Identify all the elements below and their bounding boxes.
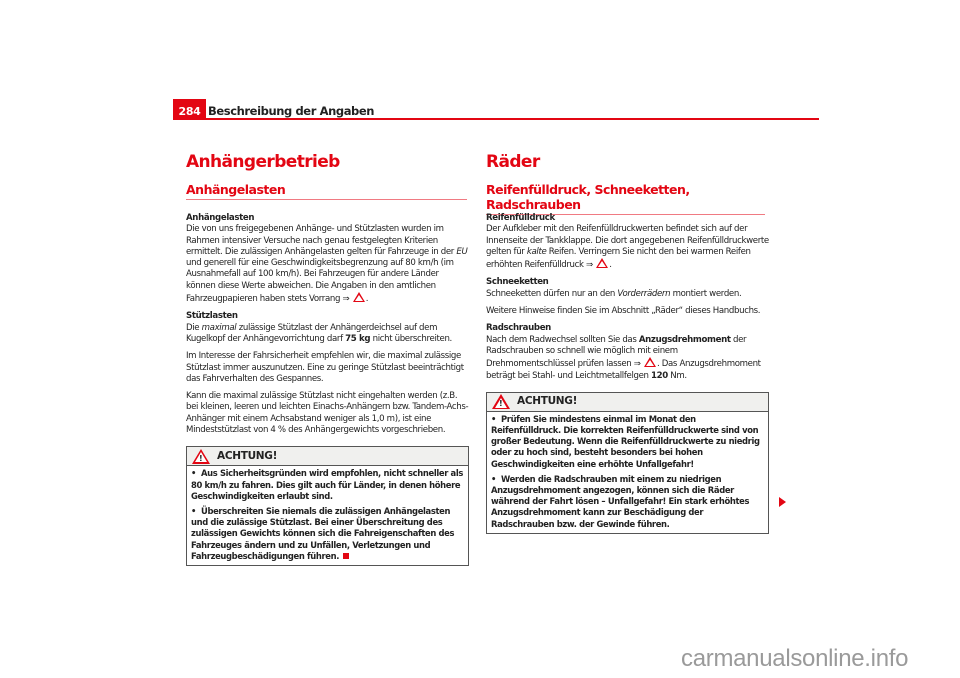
warning-triangle-icon xyxy=(492,394,510,409)
paragraph-reifenfuelldruck: Der Aufkleber mit den Reifenfülldruckwerten befindet sich auf der Innenseite der Tankklappe. Die dort angegebenen Reifenfülldruckwerte gelten für kalte Reifen. Verringern Sie nicht den bei warmen Reifen erhöhten Reifenfülldruck ⇒ . xyxy=(486,224,769,271)
page-number: 284 xyxy=(173,99,206,120)
header-rule xyxy=(206,118,819,120)
warning-label: ACHTUNG! xyxy=(217,449,278,462)
warning-box-left xyxy=(186,446,469,566)
warning-triangle-icon xyxy=(192,449,210,464)
chapter-title-raeder: Räder xyxy=(486,152,540,172)
continue-arrow-icon[interactable] xyxy=(779,497,786,507)
warning-body xyxy=(487,412,768,533)
paragraph-anhaengelasten: Die von uns freigegebenen Anhänge- und Stützlasten wurden im Rahmen intensiver Versuche nach genau festgelegten Kriterien ermittelt. Die zulässigen Anhängelasten gelten für Fahrzeuge in der EU und generell für eine Geschwindigkeitsbegrenzung auf 80 km/h (im Ausnahmefall auf 100 km/h). Bei Fahrzeugen für andere Länder können diese Werte abweichen. Die Angaben in den amtlichen Fahrzeugpapieren haben stets Vorrang ⇒ . xyxy=(186,224,468,305)
subheading-anhaengelasten: Anhängelasten xyxy=(186,213,255,223)
warning-label: ACHTUNG! xyxy=(517,395,578,408)
subheading-reifenfuelldruck: Reifenfülldruck xyxy=(486,213,555,223)
chapter-title-anhaengerbetrieb: Anhängerbetrieb xyxy=(186,152,340,172)
warning-item: • Aus Sicherheitsgründen wird empfohlen, nicht schneller als 80 km/h zu fahren. Dies gilt auch für Länder, in denen höhere Geschwindigkeiten erlaubt sind. xyxy=(191,468,464,501)
subheading-stuetzlasten: Stützlasten xyxy=(186,311,238,322)
watermark: carmanualsonline.info xyxy=(681,645,909,672)
section-title-anhaengelasten: Anhängelasten xyxy=(186,182,467,200)
section-end-marker-icon xyxy=(343,553,349,559)
paragraph-hinweis: Weitere Hinweise finden Sie im Abschnitt „Räder“ dieses Handbuchs. xyxy=(486,306,761,317)
left-column xyxy=(186,213,469,566)
warning-item: • Überschreiten Sie niemals die zulässigen Anhängelasten und die zulässige Stützlast. Bei einer Überschreitung des zulässigen Gewichts können sich die Fahreigenschaften des Fahrzeuges ändern und zu Unfällen, Verletzungen und Fahrzeugbeschädigungen führen. xyxy=(191,505,455,561)
paragraph-mindeststuetzlast: Kann die maximal zulässige Stützlast nicht eingehalten werden (z.B. bei kleinen, leeren und leichten Einachs-Anhängern bzw. Tandem-Achs-Anhänger mit einem Achsabstand weniger als 1,0 m), ist eine Mindeststützlast von 4 % des Anhängergewichts vorgeschrieben. xyxy=(186,391,469,436)
warning-header xyxy=(487,393,768,412)
warning-header xyxy=(187,447,468,466)
warning-item: • Werden die Radschrauben mit einem zu niedrigen Anzugsdrehmoment angezogen, können sich die Räder während der Fahrt lösen – Unfallgefahr! Ein stark erhöhtes Anzugsdrehmoment kann zur Beschädigung der Radschrauben bzw. der Gewinde führen. xyxy=(491,473,750,529)
subheading-radschrauben: Radschrauben xyxy=(486,323,551,334)
section-title-reifenfuelldruck: Reifenfülldruck, Schneeketten, Radschrauben xyxy=(486,182,765,215)
warning-body xyxy=(187,466,468,565)
warning-triangle-icon[interactable] xyxy=(644,357,656,367)
paragraph-fahrsicherheit: Im Interesse der Fahrsicherheit empfehlen wir, die maximal zulässige Stützlast immer auszunutzen. Eine zu geringe Stützlast beeinträchtigt das Fahrverhalten des Gespannes. xyxy=(186,351,464,384)
paragraph-radschrauben: Nach dem Radwechsel sollten Sie das Anzugsdrehmoment der Radschrauben so schnell wie möglich mit einem Drehmomentschlüssel prüfen lassen ⇒ . Das Anzugsdrehmoment beträgt bei Stahl- und Leichtmetallfelgen 120 Nm. xyxy=(486,334,761,381)
warning-triangle-icon[interactable] xyxy=(353,292,365,302)
subheading-schneeketten: Schneeketten xyxy=(486,277,549,288)
running-title: Beschreibung der Angaben xyxy=(208,104,375,118)
warning-item: • Prüfen Sie mindestens einmal im Monat den Reifenfülldruck. Die korrekten Reifenfülldruckwerte sind von großer Bedeutung. Wenn die Reifenfülldruckwerte zu niedrig oder zu hoch sind, besteht besonders bei hohen Geschwindigkeiten eine erhöhte Unfallgefahr! xyxy=(491,413,760,469)
right-column xyxy=(486,213,769,534)
paragraph-schneeketten: Schneeketten dürfen nur an den Vorderrädern montiert werden. xyxy=(486,288,742,299)
paragraph-stuetzlasten: Die maximal zulässige Stützlast der Anhängerdeichsel auf dem Kugelkopf der Anhängevorrichtung darf 75 kg nicht überschreiten. xyxy=(186,322,452,344)
warning-triangle-icon[interactable] xyxy=(596,258,608,268)
warning-box-right xyxy=(486,392,769,534)
